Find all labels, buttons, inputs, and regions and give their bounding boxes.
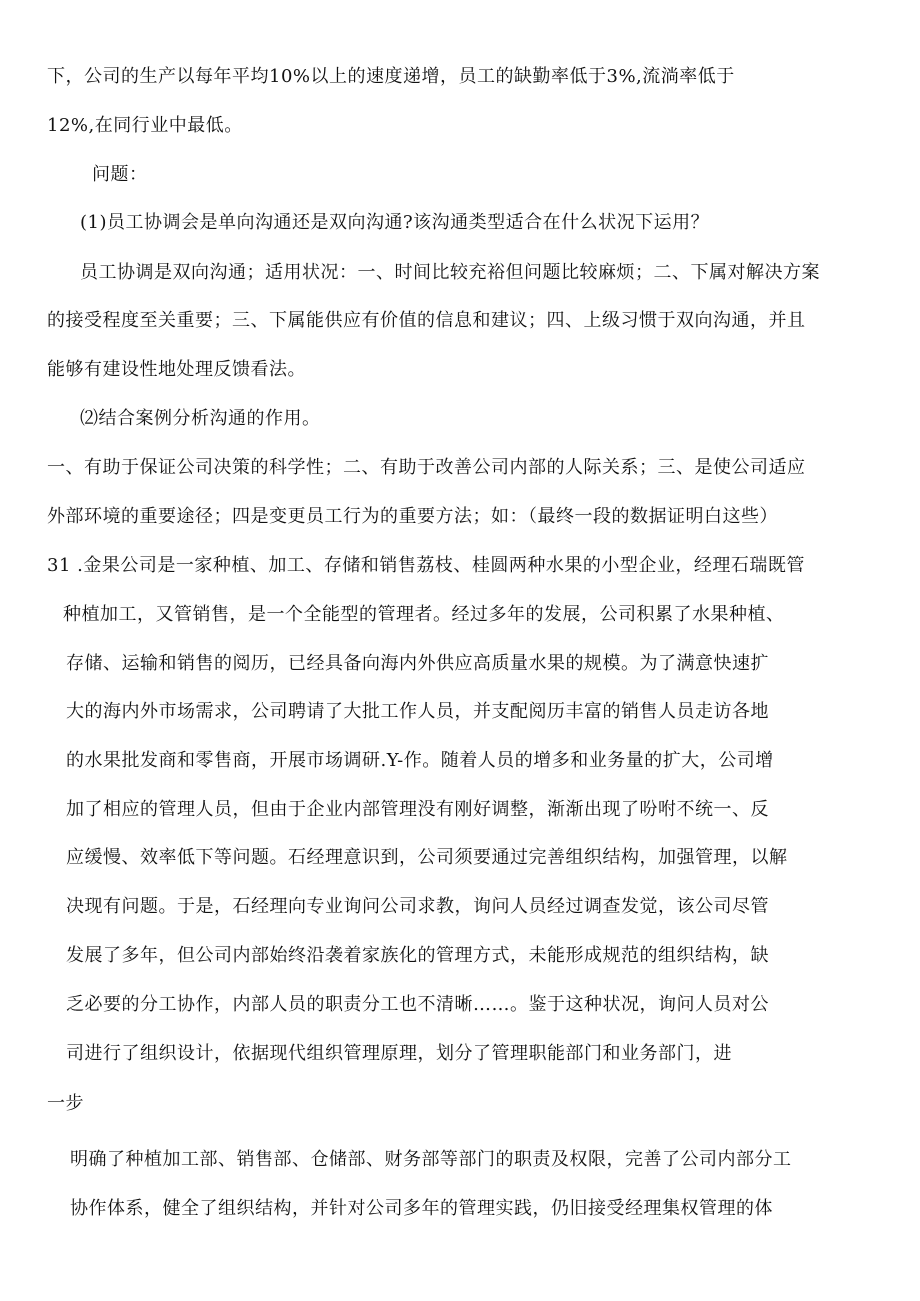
case-31-line-5: 的水果批发商和零售商，开展市场调研.Y-作。随着人员的增多和业务量的扩大，公司增 bbox=[66, 750, 774, 771]
case-31-line-4: 大的海内外市场需求，公司聘请了大批工作人员，并支配阅历丰富的销售人员走访各地 bbox=[66, 701, 769, 722]
section-heading-questions: 问题： bbox=[92, 164, 148, 185]
case-31-line-12: 一步 bbox=[47, 1093, 84, 1114]
case-31-line-9: 发展了多年，但公司内部始终沿袭着家族化的管理方式，未能形成规范的组织结构，缺 bbox=[66, 945, 769, 966]
case-31-line-11: 司进行了组织设计，依据现代组织管理原理，划分了管理职能部门和业务部门，进 bbox=[66, 1043, 732, 1064]
answer-1-line-2: 的接受程度至关重要；三、下属能供应有价值的信息和建议；四、上级习惯于双向沟通，并且 bbox=[47, 310, 806, 331]
text-line-2: 12%,在同行业中最低。 bbox=[47, 115, 243, 136]
case-31-line-8: 决现有问题。于是，石经理向专业询问公司求教，询问人员经过调查发觉，该公司尽管 bbox=[66, 896, 769, 917]
case-31-line-7: 应缓慢、效率低下等问题。石经理意识到，公司须要通过完善组织结构，加强管理，以解 bbox=[66, 847, 788, 868]
case-31-line-6: 加了相应的管理人员，但由于企业内部管理没有刚好调整，渐渐出现了吩咐不统一、反 bbox=[66, 799, 769, 820]
case-31-line-13: 明确了种植加工部、销售部、仓储部、财务部等部门的职责及权限，完善了公司内部分工 bbox=[70, 1149, 792, 1170]
answer-1-line-1: 员工协调是双向沟通；适用状况：一、时间比较充裕但问题比较麻烦；二、下属对解决方案 bbox=[80, 262, 820, 283]
answer-2-line-2: 外部环境的重要途径；四是变更员工行为的重要方法；如：（最终一段的数据证明白这些） bbox=[47, 506, 778, 527]
case-31-line-14: 协作体系，健全了组织结构，并针对公司多年的管理实践，仍旧接受经理集权管理的体 bbox=[70, 1198, 773, 1219]
answer-1-line-3: 能够有建设性地处理反馈看法。 bbox=[47, 359, 306, 380]
case-31-line-2: 种植加工，又管销售，是一个全能型的管理者。经过多年的发展，公司积累了水果种植、 bbox=[63, 604, 785, 625]
question-1: (1)员工协调会是单向沟通还是双向沟通?该沟通类型适合在什么状况下运用？ bbox=[80, 212, 710, 233]
case-31-line-1: 31 .金果公司是一家种植、加工、存储和销售荔枝、桂圆两种水果的小型企业，经理石瑞既管 bbox=[47, 555, 805, 576]
question-2: ⑵结合案例分析沟通的作用。 bbox=[80, 408, 321, 429]
text-line-1: 下，公司的生产以每年平均10%以上的速度递增，员工的缺勤率低于3%,流淌率低于 bbox=[47, 66, 735, 87]
case-31-line-3: 存储、运输和销售的阅历，已经具备向海内外供应高质量水果的规模。为了满意快速扩 bbox=[66, 653, 769, 674]
case-31-line-10: 乏必要的分工协作，内部人员的职责分工也不清晰……。鉴于这种状况，询问人员对公 bbox=[66, 994, 769, 1015]
answer-2-line-1: 一、有助于保证公司决策的科学性；二、有助于改善公司内部的人际关系；三、是使公司适应 bbox=[47, 457, 806, 478]
